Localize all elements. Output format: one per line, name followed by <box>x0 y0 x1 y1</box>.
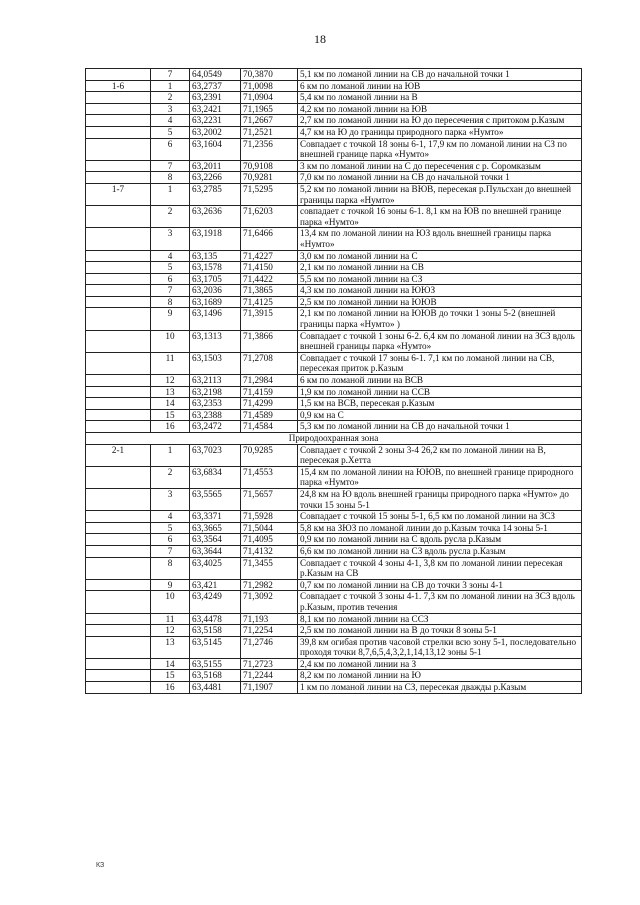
description-cell: 2,4 км по ломаной линии на З <box>298 658 582 670</box>
zone-cell <box>86 636 151 658</box>
point-number-cell: 7 <box>151 545 190 557</box>
longitude-cell: 71,5657 <box>241 488 298 510</box>
zone-cell <box>86 262 151 274</box>
point-number-cell: 3 <box>151 228 190 250</box>
point-number-cell: 8 <box>151 296 190 308</box>
description-cell: 5,5 км по ломаной линии на СЗ <box>298 273 582 285</box>
zone-cell <box>86 545 151 557</box>
description-cell: 7,0 км по ломаной линии на СВ до начальной точки 1 <box>298 172 582 184</box>
longitude-cell: 71,2356 <box>241 138 298 160</box>
table-row <box>86 330 582 352</box>
point-number-cell: 4 <box>151 511 190 523</box>
description-cell: 5,3 км по ломаной линии на СВ до начальной точки 1 <box>298 421 582 433</box>
latitude-cell: 63,7023 <box>190 444 241 466</box>
latitude-cell: 63,1503 <box>190 352 241 374</box>
table-row <box>86 262 582 274</box>
description-cell: 39,8 км огибая против часовой стрелки всю зону 5-1, последовательно проходя точки 8,7,6,5,4,3,2,1,14,13,12 зоны 5-1 <box>298 636 582 658</box>
table-row <box>86 285 582 297</box>
latitude-cell: 63,2011 <box>190 160 241 172</box>
longitude-cell: 71,2254 <box>241 625 298 637</box>
latitude-cell: 63,3371 <box>190 511 241 523</box>
description-cell: 1,9 км по ломаной линии на ССВ <box>298 386 582 398</box>
description-cell: 0,7 км по ломаной линии на СВ до точки 3 зоны 4-1 <box>298 579 582 591</box>
zone-cell <box>86 557 151 579</box>
table-row <box>86 308 582 330</box>
table-row <box>86 670 582 682</box>
table-row <box>86 545 582 557</box>
zone-cell <box>86 330 151 352</box>
point-number-cell: 5 <box>151 522 190 534</box>
zone-cell: 1-7 <box>86 183 151 205</box>
point-number-cell: 15 <box>151 670 190 682</box>
point-number-cell: 15 <box>151 409 190 421</box>
latitude-cell: 63,2002 <box>190 126 241 138</box>
latitude-cell: 63,2472 <box>190 421 241 433</box>
zone-cell <box>86 206 151 228</box>
description-cell: Совпадает с точкой 3 зоны 4-1. 7,3 км по ломаной линии на ЗСЗ вдоль р.Казым, против течения <box>298 591 582 613</box>
longitude-cell: 71,2982 <box>241 579 298 591</box>
latitude-cell: 63,1496 <box>190 308 241 330</box>
latitude-cell: 63,1689 <box>190 296 241 308</box>
latitude-cell: 63,1578 <box>190 262 241 274</box>
latitude-cell: 63,421 <box>190 579 241 591</box>
table-row <box>86 352 582 374</box>
longitude-cell: 71,0904 <box>241 92 298 104</box>
zone-cell <box>86 92 151 104</box>
point-number-cell: 1 <box>151 183 190 205</box>
zone-cell <box>86 352 151 374</box>
table-row <box>86 126 582 138</box>
zone-cell <box>86 511 151 523</box>
longitude-cell: 71,5044 <box>241 522 298 534</box>
table-row <box>86 682 582 694</box>
latitude-cell: 63,1705 <box>190 273 241 285</box>
description-cell: 2,1 км по ломаной линии на СВ <box>298 262 582 274</box>
zone-cell <box>86 228 151 250</box>
longitude-cell: 70,3870 <box>241 69 298 81</box>
latitude-cell: 63,4025 <box>190 557 241 579</box>
description-cell: 0,9 км на С <box>298 409 582 421</box>
latitude-cell: 63,5565 <box>190 488 241 510</box>
zone-cell <box>86 375 151 387</box>
table-row <box>86 636 582 658</box>
longitude-cell: 71,4553 <box>241 466 298 488</box>
latitude-cell: 63,2737 <box>190 80 241 92</box>
latitude-cell: 63,4481 <box>190 682 241 694</box>
description-cell: 0,9 км по ломаной линии на С вдоль русла р.Казым <box>298 534 582 546</box>
point-number-cell: 3 <box>151 488 190 510</box>
description-cell: 4,3 км по ломаной линии на ЮЮЗ <box>298 285 582 297</box>
table-row <box>86 398 582 410</box>
latitude-cell: 63,2353 <box>190 398 241 410</box>
zone-cell <box>86 579 151 591</box>
longitude-cell: 71,4584 <box>241 421 298 433</box>
table-row <box>86 296 582 308</box>
longitude-cell: 71,2667 <box>241 115 298 127</box>
zone-cell <box>86 296 151 308</box>
latitude-cell: 63,5145 <box>190 636 241 658</box>
table-row <box>86 591 582 613</box>
latitude-cell: 63,2391 <box>190 92 241 104</box>
longitude-cell: 71,4422 <box>241 273 298 285</box>
longitude-cell: 71,4159 <box>241 386 298 398</box>
table-row <box>86 250 582 262</box>
table-row <box>86 375 582 387</box>
zone-cell <box>86 613 151 625</box>
latitude-cell: 63,4478 <box>190 613 241 625</box>
zone-cell <box>86 398 151 410</box>
latitude-cell: 63,6834 <box>190 466 241 488</box>
point-number-cell: 10 <box>151 330 190 352</box>
point-number-cell: 10 <box>151 591 190 613</box>
table-row <box>86 115 582 127</box>
table-row <box>86 658 582 670</box>
latitude-cell: 63,5168 <box>190 670 241 682</box>
point-number-cell: 3 <box>151 103 190 115</box>
longitude-cell: 71,4150 <box>241 262 298 274</box>
point-number-cell: 16 <box>151 421 190 433</box>
point-number-cell: 7 <box>151 69 190 81</box>
point-number-cell: 14 <box>151 398 190 410</box>
longitude-cell: 71,4227 <box>241 250 298 262</box>
description-cell: 8,1 км по ломаной линии на ССЗ <box>298 613 582 625</box>
description-cell: 2,7 км по ломаной линии на Ю до пересечения с притоком р.Казым <box>298 115 582 127</box>
description-cell: 24,8 км на Ю вдоль внешней границы природного парка «Нумто» до точки 15 зоны 5-1 <box>298 488 582 510</box>
point-number-cell: 13 <box>151 636 190 658</box>
description-cell: 5,1 км по ломаной линии на СВ до начальной точки 1 <box>298 69 582 81</box>
longitude-cell: 71,2521 <box>241 126 298 138</box>
point-number-cell: 4 <box>151 250 190 262</box>
latitude-cell: 63,2036 <box>190 285 241 297</box>
table-row <box>86 160 582 172</box>
longitude-cell: 71,4589 <box>241 409 298 421</box>
longitude-cell: 71,3865 <box>241 285 298 297</box>
point-number-cell: 2 <box>151 466 190 488</box>
latitude-cell: 63,135 <box>190 250 241 262</box>
table-row <box>86 138 582 160</box>
table-row <box>86 172 582 184</box>
description-cell: 13,4 км по ломаной линии на ЮЗ вдоль внешней границы парка «Нумто» <box>298 228 582 250</box>
zone-cell <box>86 160 151 172</box>
table-row <box>86 69 582 81</box>
latitude-cell: 63,1313 <box>190 330 241 352</box>
longitude-cell: 71,0098 <box>241 80 298 92</box>
zone-cell <box>86 308 151 330</box>
point-number-cell: 1 <box>151 444 190 466</box>
section-row <box>86 433 582 445</box>
zone-cell <box>86 466 151 488</box>
zone-cell <box>86 682 151 694</box>
longitude-cell: 70,9281 <box>241 172 298 184</box>
point-number-cell: 11 <box>151 613 190 625</box>
longitude-cell: 71,5928 <box>241 511 298 523</box>
longitude-cell: 71,4125 <box>241 296 298 308</box>
latitude-cell: 64,0549 <box>190 69 241 81</box>
table-row <box>86 625 582 637</box>
point-number-cell: 6 <box>151 138 190 160</box>
longitude-cell: 71,3866 <box>241 330 298 352</box>
point-number-cell: 12 <box>151 625 190 637</box>
latitude-cell: 63,5155 <box>190 658 241 670</box>
longitude-cell: 71,5295 <box>241 183 298 205</box>
description-cell: Совпадает с точкой 1 зоны 6-2. 6,4 км по ломаной линии на ЗСЗ вдоль внешней границы парка «Нумто» <box>298 330 582 352</box>
zone-cell <box>86 421 151 433</box>
zone-cell <box>86 138 151 160</box>
table-row <box>86 92 582 104</box>
table-row <box>86 228 582 250</box>
section-title: Природоохранная зона <box>86 433 582 445</box>
latitude-cell: 63,2388 <box>190 409 241 421</box>
table-row <box>86 409 582 421</box>
zone-cell <box>86 126 151 138</box>
longitude-cell: 71,3455 <box>241 557 298 579</box>
description-cell: 4,7 км на Ю до границы природного парка «Нумто» <box>298 126 582 138</box>
point-number-cell: 9 <box>151 579 190 591</box>
description-cell: Совпадает с точкой 2 зоны 3-4 26,2 км по ломаной линии на В, пересекая р.Хетта <box>298 444 582 466</box>
latitude-cell: 63,4249 <box>190 591 241 613</box>
longitude-cell: 71,4132 <box>241 545 298 557</box>
page-number: 18 <box>314 32 326 46</box>
description-cell: 2,5 км по ломаной линии на В до точки 8 зоны 5-1 <box>298 625 582 637</box>
zone-cell <box>86 69 151 81</box>
description-cell: совпадает с точкой 16 зоны 6-1. 8,1 км на ЮВ по внешней границе парка «Нумто» <box>298 206 582 228</box>
point-number-cell: 7 <box>151 285 190 297</box>
zone-cell: 2-1 <box>86 444 151 466</box>
latitude-cell: 63,2113 <box>190 375 241 387</box>
description-cell: Совпадает с точкой 15 зоны 5-1, 6,5 км по ломаной линии на ЗСЗ <box>298 511 582 523</box>
description-cell: 1,5 км на ВСВ, пересекая р.Казым <box>298 398 582 410</box>
latitude-cell: 63,1918 <box>190 228 241 250</box>
table-row <box>86 557 582 579</box>
point-number-cell: 9 <box>151 308 190 330</box>
longitude-cell: 71,2708 <box>241 352 298 374</box>
description-cell: 3 км по ломаной линии на С до пересечения с р. Соромказым <box>298 160 582 172</box>
latitude-cell: 63,3564 <box>190 534 241 546</box>
point-number-cell: 5 <box>151 262 190 274</box>
longitude-cell: 71,1965 <box>241 103 298 115</box>
description-cell: 4,2 км по ломаной линии на ЮВ <box>298 103 582 115</box>
zone-cell <box>86 658 151 670</box>
table-row <box>86 466 582 488</box>
description-cell: Совпадает с точкой 4 зоны 4-1, 3,8 км по ломаной линии пересекая р.Казым на СВ <box>298 557 582 579</box>
zone-cell <box>86 115 151 127</box>
latitude-cell: 63,2231 <box>190 115 241 127</box>
longitude-cell: 71,2984 <box>241 375 298 387</box>
point-number-cell: 12 <box>151 375 190 387</box>
coordinates-table <box>85 68 582 694</box>
point-number-cell: 14 <box>151 658 190 670</box>
point-number-cell: 7 <box>151 160 190 172</box>
longitude-cell: 71,1907 <box>241 682 298 694</box>
description-cell: 6 км по ломаной линии на ВСВ <box>298 375 582 387</box>
longitude-cell: 71,4095 <box>241 534 298 546</box>
table-row <box>86 386 582 398</box>
point-number-cell: 13 <box>151 386 190 398</box>
table-row <box>86 206 582 228</box>
zone-cell: 1-6 <box>86 80 151 92</box>
table-row <box>86 183 582 205</box>
point-number-cell: 4 <box>151 115 190 127</box>
zone-cell <box>86 285 151 297</box>
description-cell: 6 км по ломаной линии на ЮВ <box>298 80 582 92</box>
point-number-cell: 8 <box>151 172 190 184</box>
latitude-cell: 63,2266 <box>190 172 241 184</box>
description-cell: 2,1 км по ломаной линии на ЮЮВ до точки 1 зоны 5-2 (внешней границы парка «Нумто» ) <box>298 308 582 330</box>
latitude-cell: 63,5158 <box>190 625 241 637</box>
point-number-cell: 8 <box>151 557 190 579</box>
point-number-cell: 11 <box>151 352 190 374</box>
description-cell: 8,2 км по ломаной линии на Ю <box>298 670 582 682</box>
longitude-cell: 70,9108 <box>241 160 298 172</box>
table-row <box>86 522 582 534</box>
longitude-cell: 71,6203 <box>241 206 298 228</box>
footer-mark: КЗ <box>96 862 105 869</box>
table-row <box>86 488 582 510</box>
zone-cell <box>86 625 151 637</box>
latitude-cell: 63,2636 <box>190 206 241 228</box>
zone-cell <box>86 522 151 534</box>
table-row <box>86 579 582 591</box>
table-row <box>86 613 582 625</box>
latitude-cell: 63,2421 <box>190 103 241 115</box>
description-cell: 2,5 км по ломаной линии на ЮЮВ <box>298 296 582 308</box>
latitude-cell: 63,3665 <box>190 522 241 534</box>
table-row <box>86 421 582 433</box>
longitude-cell: 71,193 <box>241 613 298 625</box>
zone-cell <box>86 250 151 262</box>
longitude-cell: 71,2723 <box>241 658 298 670</box>
latitude-cell: 63,2198 <box>190 386 241 398</box>
longitude-cell: 71,2746 <box>241 636 298 658</box>
latitude-cell: 63,3644 <box>190 545 241 557</box>
longitude-cell: 71,4299 <box>241 398 298 410</box>
point-number-cell: 1 <box>151 80 190 92</box>
longitude-cell: 71,2244 <box>241 670 298 682</box>
table-row <box>86 80 582 92</box>
zone-cell <box>86 386 151 398</box>
table-row <box>86 103 582 115</box>
description-cell: 15,4 км по ломаной линии на ЮЮВ, по внешней границе природного парка «Нумто» <box>298 466 582 488</box>
zone-cell <box>86 670 151 682</box>
point-number-cell: 2 <box>151 206 190 228</box>
table-row <box>86 534 582 546</box>
description-cell: Совпадает с точкой 18 зоны 6-1, 17,9 км по ломаной линии на СЗ по внешней границе парка «Нумто» <box>298 138 582 160</box>
table-row <box>86 511 582 523</box>
zone-cell <box>86 103 151 115</box>
longitude-cell: 71,3092 <box>241 591 298 613</box>
latitude-cell: 63,2785 <box>190 183 241 205</box>
table-body <box>86 69 582 694</box>
description-cell: Совпадает с точкой 17 зоны 6-1. 7,1 км по ломаной линии на СВ, пересекая приток р.Казым <box>298 352 582 374</box>
point-number-cell: 16 <box>151 682 190 694</box>
zone-cell <box>86 172 151 184</box>
zone-cell <box>86 534 151 546</box>
table-row <box>86 444 582 466</box>
description-cell: 6,6 км по ломаной линии на СЗ вдоль русла р.Казым <box>298 545 582 557</box>
zone-cell <box>86 591 151 613</box>
latitude-cell: 63,1604 <box>190 138 241 160</box>
description-cell: 3,0 км по ломаной линии на С <box>298 250 582 262</box>
description-cell: 5,4 км по ломаной линии на В <box>298 92 582 104</box>
zone-cell <box>86 488 151 510</box>
point-number-cell: 2 <box>151 92 190 104</box>
description-cell: 5,8 км на ЗЮЗ по ломаной линии до р.Казым точка 14 зоны 5-1 <box>298 522 582 534</box>
longitude-cell: 70,9285 <box>241 444 298 466</box>
longitude-cell: 71,3915 <box>241 308 298 330</box>
zone-cell <box>86 273 151 285</box>
point-number-cell: 6 <box>151 534 190 546</box>
point-number-cell: 6 <box>151 273 190 285</box>
point-number-cell: 5 <box>151 126 190 138</box>
description-cell: 5,2 км по ломаной линии на ВЮВ, пересекая р.Пульсхан до внешней границы парка «Нумто» <box>298 183 582 205</box>
description-cell: 1 км по ломаной линии на СЗ, пересекая дважды р.Казым <box>298 682 582 694</box>
longitude-cell: 71,6466 <box>241 228 298 250</box>
zone-cell <box>86 409 151 421</box>
table-row <box>86 273 582 285</box>
